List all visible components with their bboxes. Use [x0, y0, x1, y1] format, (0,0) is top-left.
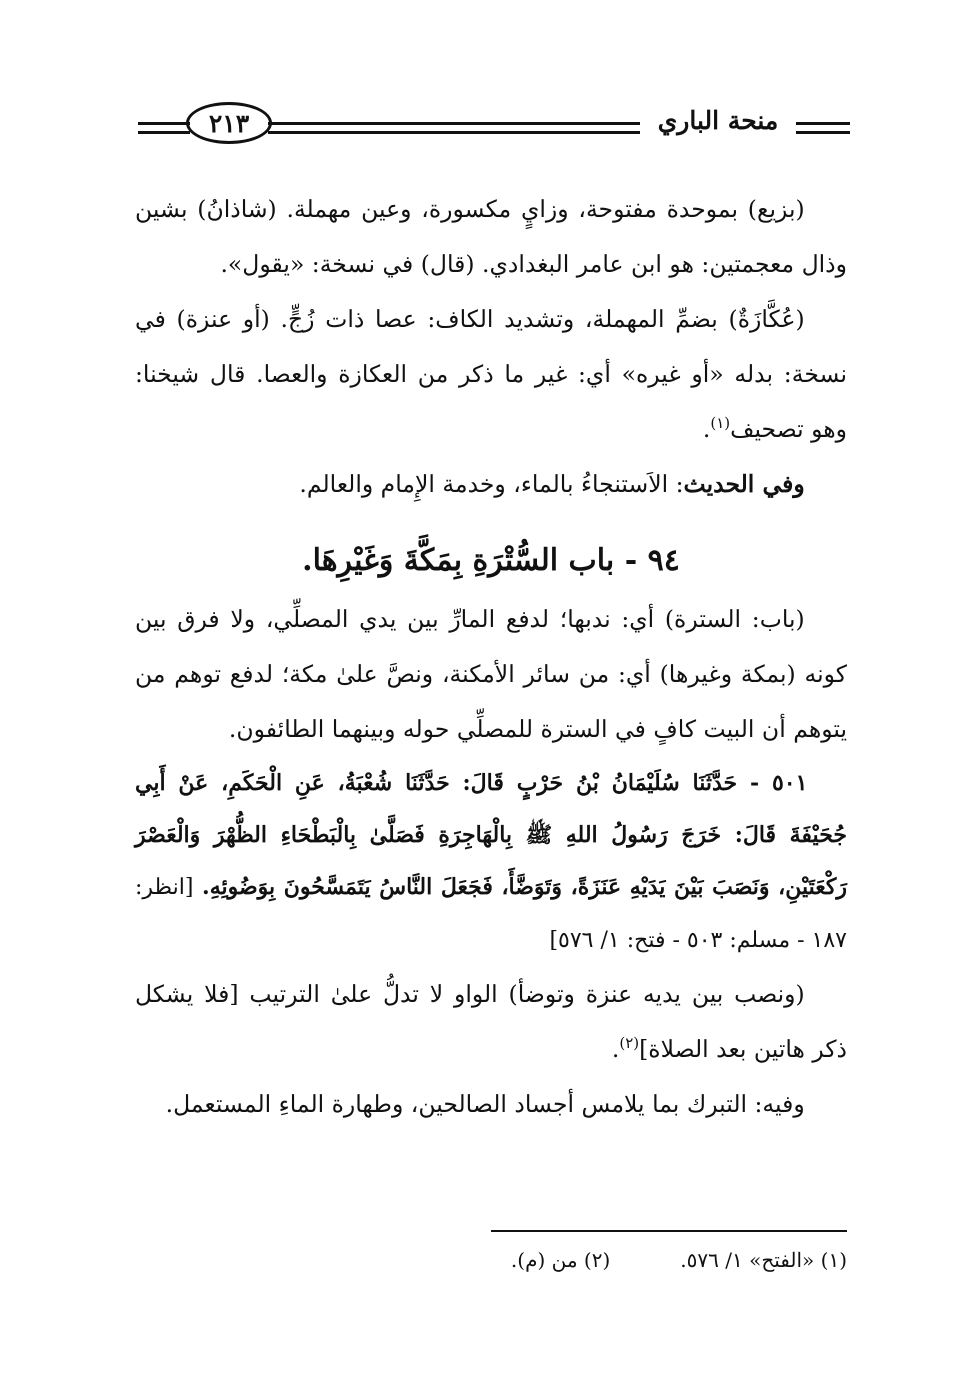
chapter-title: ٩٤ - باب السُّتْرَةِ بِمَكَّةَ وَغَيْرِهَا.: [302, 543, 680, 578]
page-number-badge: [186, 102, 272, 144]
page-header: [138, 98, 850, 158]
header-rule-left: [138, 122, 190, 134]
hadith-body: ٥٠١ - حَدَّثَنَا سُلَيْمَانُ بْنُ حَرْبٍ قَالَ: حَدَّثَنَا شُعْبَةُ، عَنِ الْحَكَمِ، عَنْ أَبِي جُحَيْفَةَ قَالَ: خَرَجَ رَسُولُ اللهِ ﷺ بِالْهَاجِرَةِ فَصَلَّىٰ بِالْبَطْحَاءِ الظُّهْرَ وَالْعَصْرَ رَكْعَتَيْنِ، وَنَصَبَ بَيْنَ يَدَيْهِ عَنَزَةً، وَتَوَضَّأَ، فَجَعَلَ النَّاسُ يَتَمَسَّحُونَ بِوَضُوئِهِ.: [135, 770, 847, 900]
header-rule-middle: [268, 122, 640, 134]
hadith-text: [135, 757, 847, 967]
hadith-reference: [انظر: ١٨٧ - مسلم: ٥٠٣ - فتح: ١/ ٥٧٦]: [135, 875, 847, 953]
paragraph-2-end: .: [702, 415, 711, 443]
paragraph-3: [135, 457, 847, 512]
paragraph-3-lead: وفي الحديث: [683, 470, 805, 498]
paragraph-2: [135, 292, 847, 457]
paragraph-1: (بزيع) بموحدة مفتوحة، وزايٍ مكسورة، وعين مهملة. (شاذانُ) بشين وذال معجمتين: هو ابن عامر البغدادي. (قال) في نسخة: «يقول».: [135, 195, 847, 278]
header-rule-right: [796, 122, 850, 134]
paragraph-5-text: (ونصب بين يديه عنزة وتوضأ) الواو لا تدلُّ علىٰ الترتيب [فلا يشكل ذكر هاتين بعد الصلاة]: [135, 980, 847, 1063]
running-title: منحة الباري: [657, 106, 779, 135]
footnote-2: (٢) من (م).: [510, 1248, 611, 1272]
footnotes: [287, 1240, 847, 1280]
footnote-separator: [491, 1230, 847, 1232]
page-number: ٢١٣: [208, 108, 250, 138]
footnote-marker-2: (٢): [619, 1034, 640, 1053]
paragraph-6: وفيه: التبرك بما يلامس أجساد الصالحين، وطهارة الماءِ المستعمل.: [165, 1090, 805, 1118]
paragraph-5: [135, 967, 847, 1077]
footnote-marker-1: (١): [710, 414, 731, 433]
page-body: [135, 182, 847, 1132]
footnote-1: (١) «الفتح» ١/ ٥٧٦.: [680, 1248, 847, 1272]
paragraph-3-text: : الاَستنجاءُ بالماء، وخدمة الإِمام والعالم.: [299, 470, 684, 498]
paragraph-4: (باب: السترة) أي: ندبها؛ لدفع المارِّ بين يدي المصلِّي، ولا فرق بين كونه (بمكة وغيرها) أي: من سائر الأمكنة، ونصَّ علىٰ مكة؛ لدفع توهم من يتوهم أن البيت كافٍ في السترة للمصلِّي حوله وبينهما الطائفون.: [135, 605, 847, 743]
paragraph-5-end: .: [611, 1035, 620, 1063]
paragraph-2-text: (عُكَّازَةٌ) بضمِّ المهملة، وتشديد الكاف: عصا ذات زُجٍّ. (أو عنزة) في نسخة: بدله «أو غيره» أي: غير ما ذكر من العكازة والعصا. قال شيخنا: وهو تصحيف: [135, 305, 847, 443]
